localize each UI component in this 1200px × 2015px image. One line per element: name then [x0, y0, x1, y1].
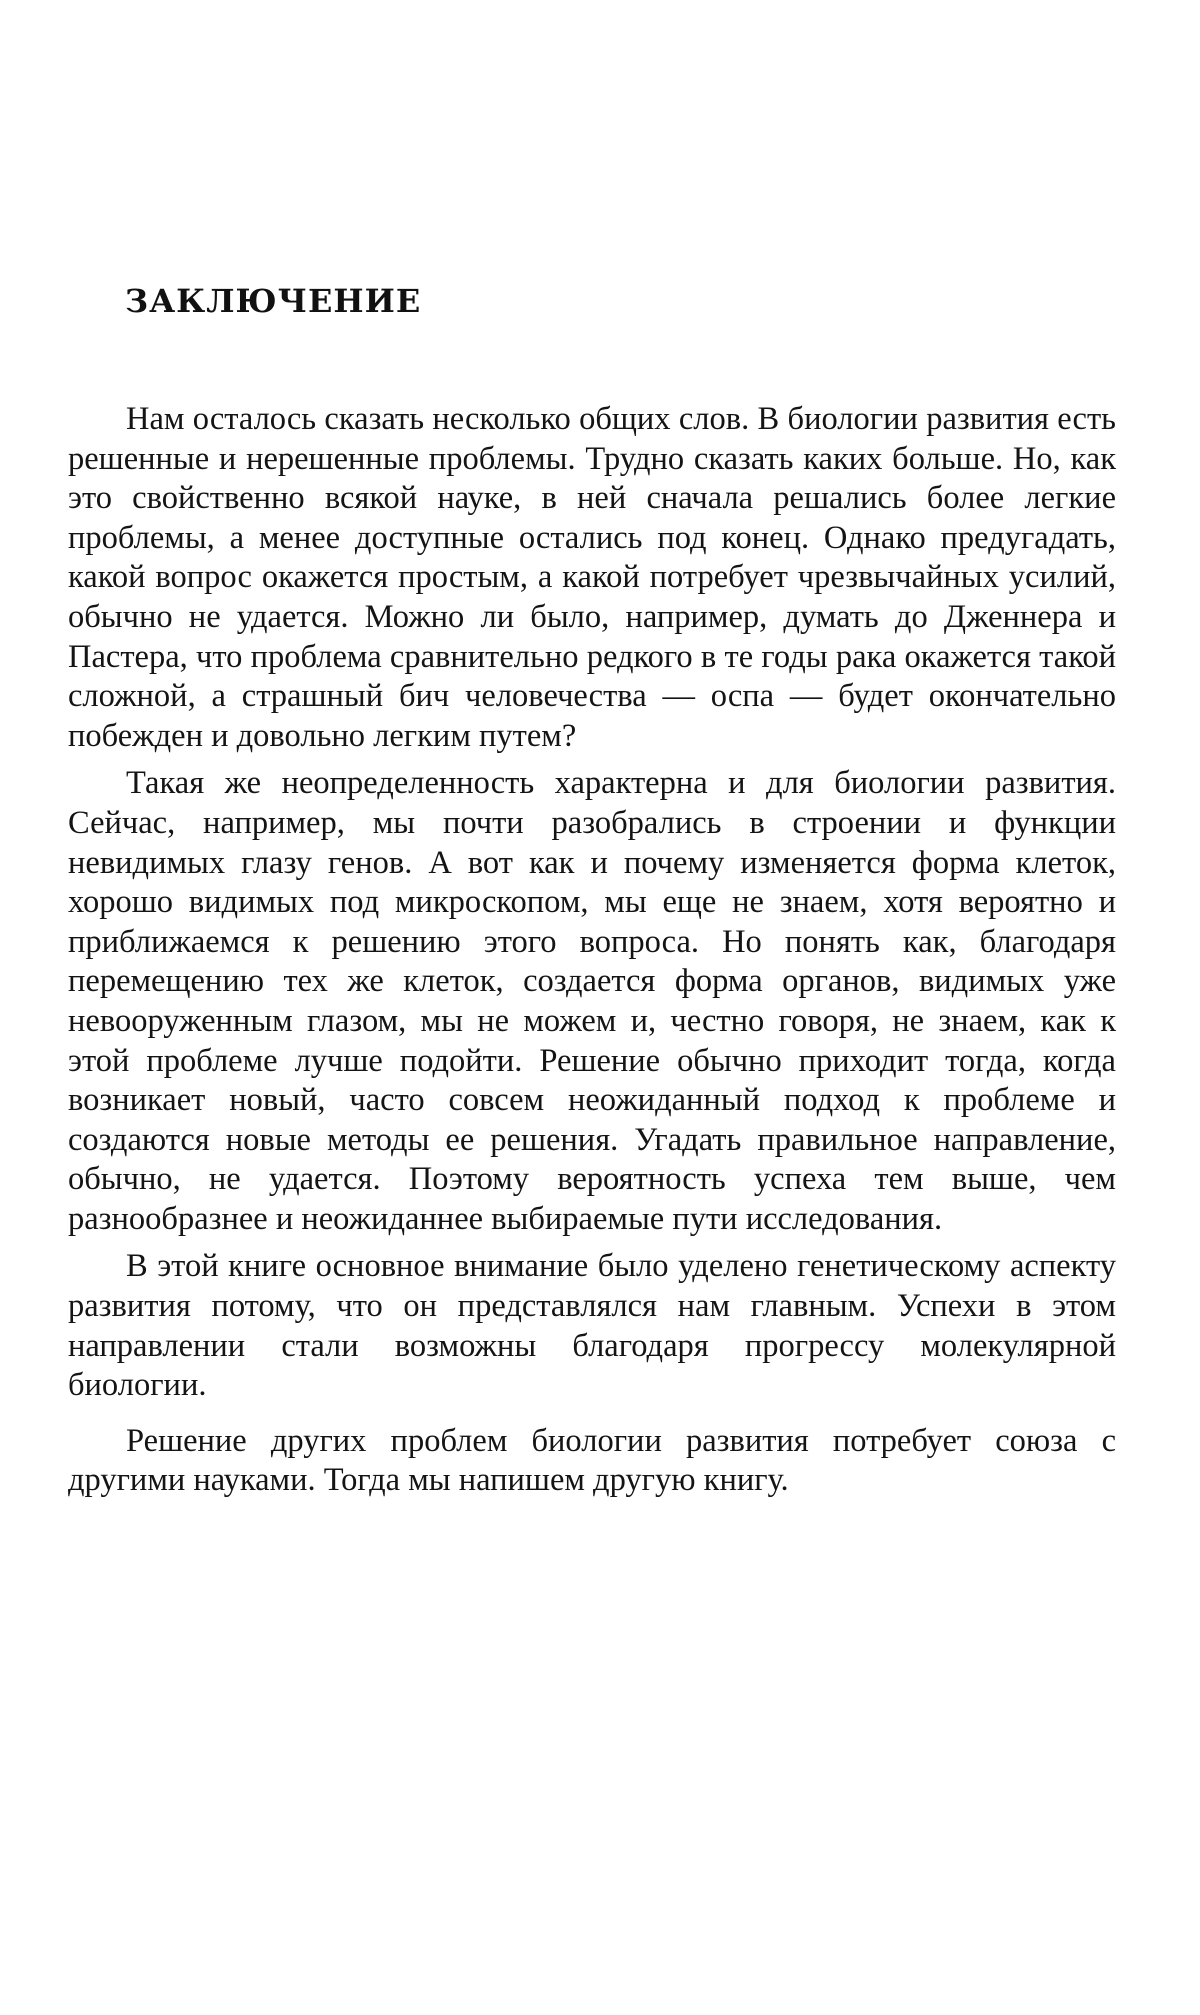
paragraph-3: В этой книге основное внимание было уделено генетическому аспекту развития потому, что он представлялся нам главным. Успехи в этом направлении стали возможны благодаря прогрессу молекулярной биологии.	[68, 1248, 1116, 1404]
body-text	[68, 400, 1116, 1501]
chapter-heading: ЗАКЛЮЧЕНИЕ	[125, 282, 422, 320]
paragraph-1: Нам осталось сказать несколько общих слов. В биологии развития есть решенные и нерешенные проблемы. Трудно сказать каких больше. Но, как это свойственно всякой науке, в ней сначала решались более легкие проблемы, а менее доступные остались под конец. Однако предугадать, какой вопрос окажется простым, а какой потребует чрезвычайных усилий, обычно не удается. Можно ли было, например, думать до Дженнера и Пастера, что проблема сравнительно редкого в те годы рака окажется такой сложной, а страшный бич человечества — оспа — будет окончательно побежден и довольно легким путем?	[68, 401, 1116, 754]
paragraph-4: Решение других проблем биологии развития потребует союза с другими науками. Тогда мы напишем другую книгу.	[68, 1422, 1116, 1499]
paragraph-2: Такая же неопределенность характерна и для биологии развития. Сейчас, например, мы почти разобрались в строении и функции невидимых глазу генов. А вот как и почему изменяется форма клеток, хорошо видимых под микроскопом, мы еще не знаем, хотя вероятно и приближаемся к решению этого вопроса. Но понять как, благодаря перемещению тех же клеток, создается форма органов, видимых уже невооруженным глазом, мы не можем и, честно говоря, не знаем, как к этой проблеме лучше подойти. Решение обычно приходит тогда, когда возникает новый, часто совсем неожиданный подход к проблеме и создаются новые методы ее решения. Угадать правильное направление, обычно, не удается. Поэтому вероятность успеха тем выше, чем разнообразнее и неожиданнее выбираемые пути исследования.	[68, 765, 1116, 1237]
